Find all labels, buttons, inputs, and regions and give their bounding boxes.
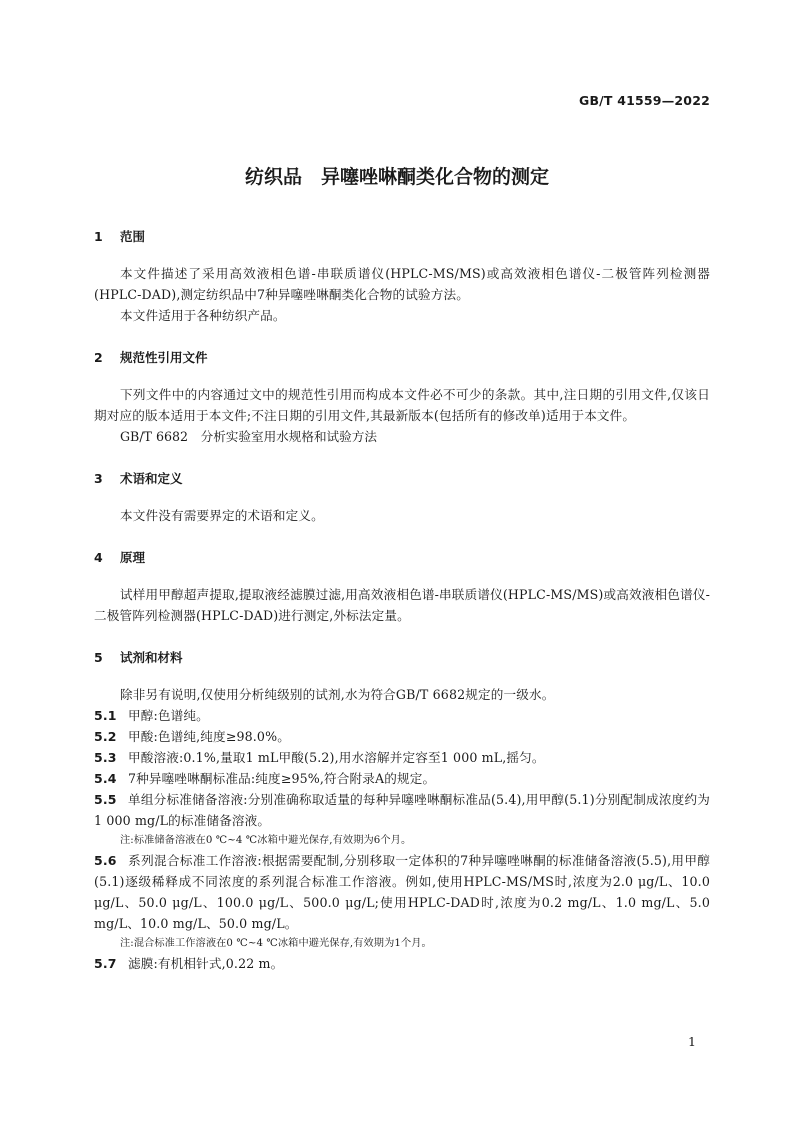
list-item [94,953,710,974]
section-heading-reagents [94,648,710,668]
list-item [94,768,710,789]
item-number: 5.1 [94,708,117,723]
section-heading-scope [94,227,710,247]
item-text: 甲醇:色谱纯。 [128,708,209,723]
section-title: 规范性引用文件 [120,350,208,365]
section-number: 2 [94,350,103,365]
item-number: 5.7 [94,956,117,971]
section-number: 4 [94,550,103,565]
item-text: 甲酸溶液:0.1%,量取1 mL甲酸(5.2),用水溶解并定容至1 000 mL,摇匀。 [128,750,545,765]
section-heading-principle [94,548,710,568]
paragraph: 本文件适用于各种纺织产品。 [120,308,286,323]
section-number: 3 [94,471,103,486]
paragraph: 本文件描述了采用高效液相色谱-串联质谱仪(HPLC-MS/MS)或高效液相色谱仪-二极管阵列检测器(HPLC-DAD),测定纺织品中7种异噻唑啉酮类化合物的试验方法。 [94,266,710,302]
item-text: 滤膜:有机相针式,0.22 m。 [128,956,284,971]
section-number: 5 [94,650,103,665]
note: 注:混合标准工作溶液在0 ℃~4 ℃冰箱中避光保存,有效期为1个月。 [120,938,432,949]
paragraph: 本文件没有需要界定的术语和定义。 [120,508,324,523]
standard-number: GB/T 41559—2022 [578,93,710,108]
document-title: 纺织品 异噻唑啉酮类化合物的测定 [244,166,549,188]
section-heading-normative-references [94,348,710,368]
item-text: 7种异噻唑啉酮标准品:纯度≥95%,符合附录A的规定。 [128,771,436,786]
note: 注:标准储备溶液在0 ℃~4 ℃冰箱中避光保存,有效期为6个月。 [120,835,412,846]
list-item [94,705,710,726]
normative-reference: GB/T 6682 分析实验室用水规格和试验方法 [120,429,377,444]
section-title: 试剂和材料 [120,650,183,665]
paragraph: 除非另有说明,仅使用分析纯级别的试剂,水为符合GB/T 6682规定的一级水。 [120,687,555,702]
list-item [94,850,710,934]
section-title: 术语和定义 [120,471,183,486]
item-number: 5.4 [94,771,117,786]
list-item [94,789,710,831]
page-number: 1 [688,1034,696,1049]
section-title: 原理 [120,550,146,565]
item-text: 系列混合标准工作溶液:根据需要配制,分别移取一定体积的7种异噻唑啉酮的标准储备溶液(5.5),用甲醇(5.1)逐级稀释成不同浓度的系列混合标准工作溶液。例如,使用HPLC-MS/MS时,浓度为2.0 μg/L、10.0 μg/L、50.0 μg/L、100.0 μg/L、500.0 μg/L;使用HPLC-DAD时,浓度为0.2 mg/L、1.0 mg/L、5.0 mg/L、10.0 mg/L、50.0 mg/L。 [94,853,710,931]
item-number: 5.6 [94,853,117,868]
item-number: 5.2 [94,729,117,744]
document-body [94,227,710,974]
list-item [94,747,710,768]
section-title: 范围 [120,229,146,244]
item-number: 5.3 [94,750,117,765]
section-number: 1 [94,229,103,244]
section-heading-terms [94,469,710,489]
item-text: 甲酸:色谱纯,纯度≥98.0%。 [128,729,290,744]
item-text: 单组分标准储备溶液:分别准确称取适量的每种异噻唑啉酮标准品(5.4),用甲醇(5.1)分别配制成浓度约为1 000 mg/L的标准储备溶液。 [94,792,710,828]
list-item [94,726,710,747]
paragraph: 试样用甲醇超声提取,提取液经滤膜过滤,用高效液相色谱-串联质谱仪(HPLC-MS/MS)或高效液相色谱仪-二极管阵列检测器(HPLC-DAD)进行测定,外标法定量。 [94,587,710,623]
paragraph: 下列文件中的内容通过文中的规范性引用而构成本文件必不可少的条款。其中,注日期的引用文件,仅该日期对应的版本适用于本文件;不注日期的引用文件,其最新版本(包括所有的修改单)适用于本文件。 [94,387,710,423]
item-number: 5.5 [94,792,117,807]
